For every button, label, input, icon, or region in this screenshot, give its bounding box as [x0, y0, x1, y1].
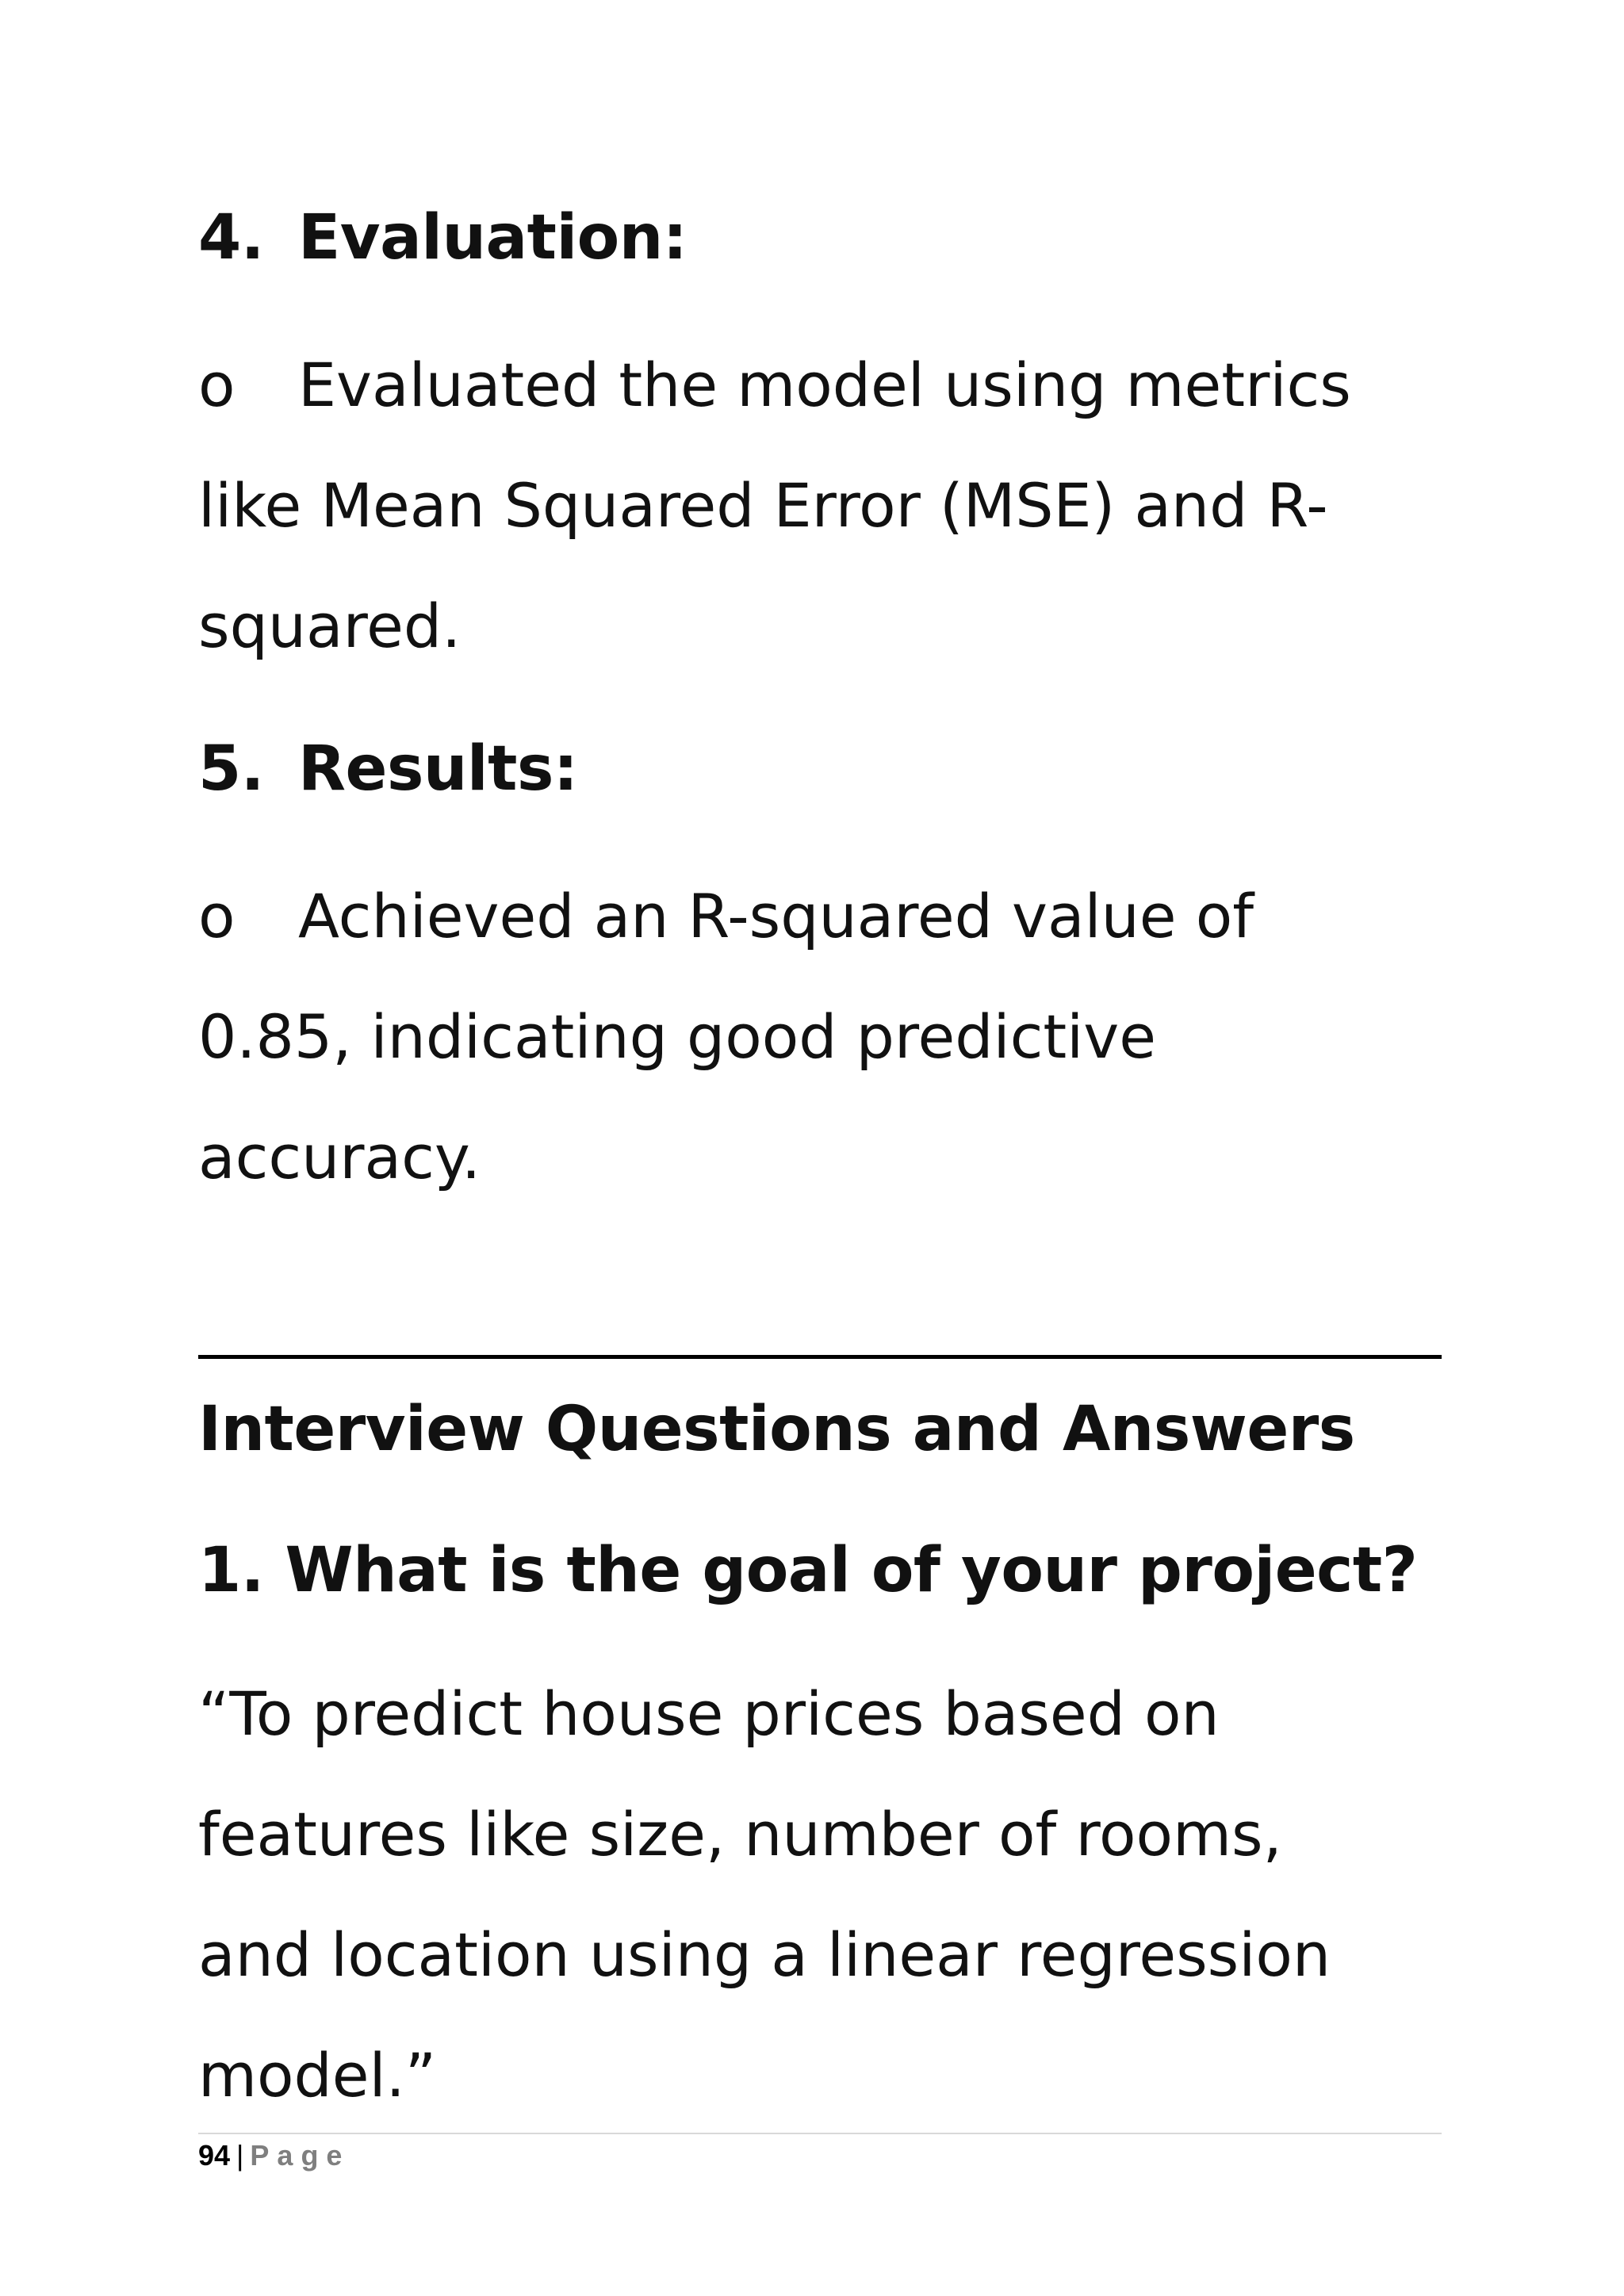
- bullet-line: accuracy.: [198, 1122, 481, 1192]
- interview-question: 1. What is the goal of your project?: [198, 1535, 1418, 1606]
- bullet-line: squared.: [198, 591, 462, 661]
- section-title: Evaluation:: [298, 202, 688, 274]
- answer-line: “To predict house prices based on: [198, 1678, 1220, 1749]
- interview-heading: Interview Questions and Answers: [198, 1394, 1355, 1465]
- answer-line: features like size, number of rooms,: [198, 1799, 1282, 1869]
- answer-line: and location using a linear regression: [198, 1919, 1331, 1990]
- page-label: Page: [250, 2139, 350, 2172]
- bullet-text: Evaluated the model using metrics: [298, 350, 1351, 420]
- bullet-line: [198, 325, 1451, 446]
- results-bullet: [198, 856, 1451, 1218]
- footer-divider: [198, 2133, 1442, 2134]
- bullet-line: like Mean Squared Error (MSE) and R-: [198, 470, 1328, 541]
- bullet-text: Achieved an R-squared value of: [298, 881, 1254, 951]
- bullet-line: 0.85, indicating good predictive: [198, 1001, 1157, 1072]
- section-heading-results: [198, 731, 578, 807]
- section-heading-evaluation: [198, 200, 688, 276]
- bullet-line: [198, 856, 1451, 977]
- section-number: 4.: [198, 202, 264, 274]
- evaluation-bullet: [198, 325, 1451, 687]
- page-number: 94: [198, 2139, 231, 2172]
- interview-answer: [198, 1654, 1451, 2136]
- section-number: 5.: [198, 733, 264, 805]
- section-divider: [198, 1355, 1442, 1359]
- bullet-marker: o: [198, 350, 236, 420]
- section-title: Results:: [298, 733, 578, 805]
- answer-line: model.”: [198, 2040, 437, 2110]
- footer-separator: |: [236, 2139, 244, 2172]
- bullet-marker: o: [198, 881, 236, 951]
- page-footer: [198, 2138, 350, 2173]
